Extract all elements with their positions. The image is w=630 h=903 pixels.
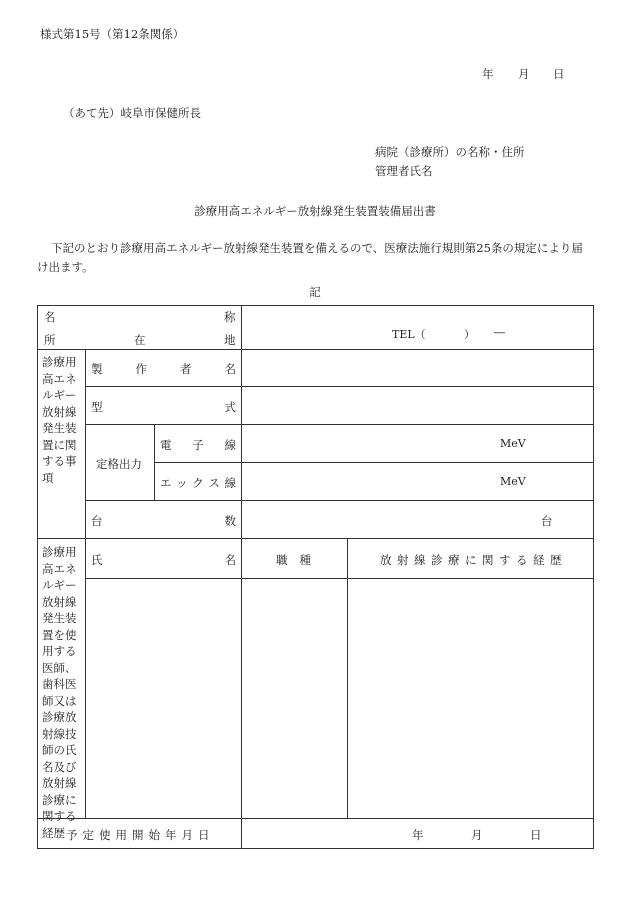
intro-text-line-1: 下記のとおり診療用高エネルギー放射線発生装置を備えるので、医療法施行規則第25条の規定により届 — [51, 241, 583, 255]
device-section-label: 診療用 高エネ ルギー 放射線 発生装 置に関 する事 項 — [42, 355, 77, 485]
start-day-label: 日 — [530, 828, 542, 842]
start-year-label: 年 — [412, 828, 424, 842]
rated-output-label: 定格出力 — [96, 457, 142, 471]
xray-mev-unit: MeV — [500, 475, 526, 488]
name-label-right: 称 — [224, 310, 236, 324]
address-label-2: 在 — [134, 333, 146, 347]
addressee: （あて先）岐阜市保健所長 — [63, 106, 201, 120]
date-month-label: 月 — [518, 67, 530, 81]
address-label-1: 所 — [44, 333, 56, 347]
planned-start-date-label: 予定使用開始年月日 — [66, 828, 215, 842]
unit-count-suffix: 台 — [541, 514, 553, 528]
manager-name-label: 管理者氏名 — [375, 164, 433, 178]
date-year-label: 年 — [482, 67, 494, 81]
document-title: 診療用高エネルギー放射線発生装置装備届出書 — [194, 204, 436, 218]
form-number: 様式第15号（第12条関係） — [40, 27, 185, 41]
unit-count-label: 台 数 — [91, 514, 236, 528]
job-type-header: 職種 — [276, 553, 323, 567]
career-header: 放射線診療に関する経歴 — [380, 553, 567, 567]
tel-dash: ― — [494, 326, 505, 339]
tel-close-paren: ） — [464, 328, 475, 341]
staff-section-label: 診療用 高エネ ルギー 放射線 発生装 置を使 用する 医師、 歯科医 師又は 診療放 射線技 師の氏 名及び 放射線 診療に 関する 経歴 — [42, 545, 77, 840]
electron-mev-unit: MeV — [500, 437, 526, 450]
ki-label: 記 — [309, 285, 321, 299]
start-month-label: 月 — [471, 828, 483, 842]
staff-name-header: 氏 名 — [91, 553, 236, 567]
xray-label: エ ッ ク ス 線 — [160, 476, 236, 490]
maker-name-label: 製 作 者 名 — [91, 362, 236, 376]
address-label-3: 地 — [224, 333, 236, 347]
model-label: 型 式 — [91, 400, 236, 414]
intro-text-line-2: け出ます。 — [37, 260, 94, 274]
tel-label: TEL（ — [392, 328, 426, 341]
name-label-left: 名 — [44, 310, 56, 324]
date-day-label: 日 — [553, 67, 565, 81]
electron-beam-label: 電 子 線 — [160, 438, 236, 452]
hospital-name-address-label: 病院（診療所）の名称・住所 — [375, 145, 525, 159]
